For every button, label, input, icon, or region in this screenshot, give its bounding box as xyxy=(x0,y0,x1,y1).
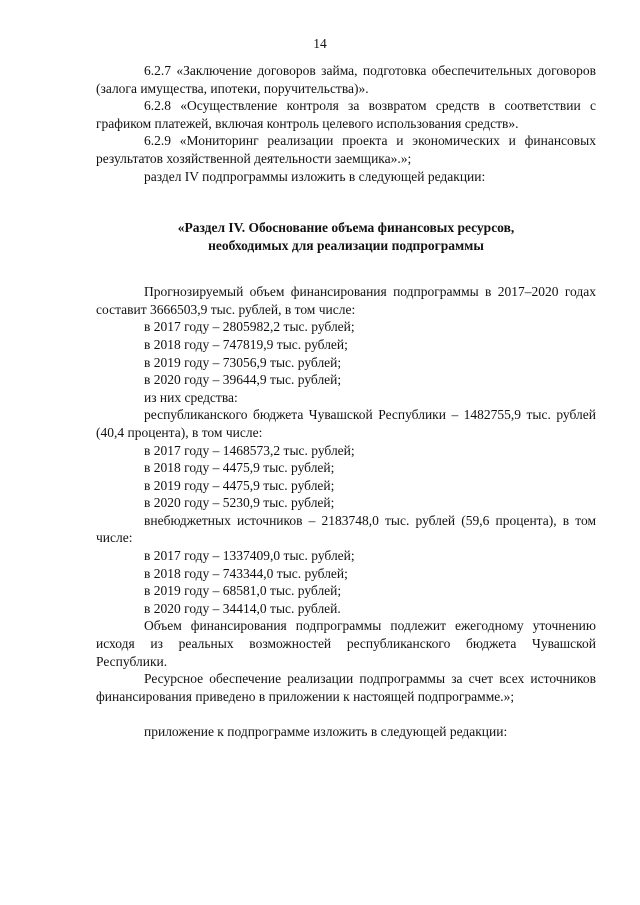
republic-year-2020: в 2020 году – 5230,9 тыс. рублей; xyxy=(144,495,335,511)
appendix-paragraph: приложение к подпрограмме изложить в следующей редакции: xyxy=(144,724,508,740)
section-heading xyxy=(96,219,596,255)
off-budget-year-2020: в 2020 году – 34414,0 тыс. рублей. xyxy=(144,600,341,616)
republic-budget-paragraph: республиканского бюджета Чувашской Республики – 1482755,9 тыс. рублей (40,4 процента), в том числе: xyxy=(96,407,596,440)
annual-adjustment-paragraph: Объем финансирования подпрограммы подлежит ежегодному уточнению исходя из реальных возможностей республиканского бюджета Чувашской Республики. xyxy=(96,618,596,669)
total-year-2019: в 2019 году – 73056,9 тыс. рублей; xyxy=(144,354,342,370)
republic-year-2018: в 2018 году – 4475,9 тыс. рублей; xyxy=(144,460,335,476)
off-budget-year-2018: в 2018 году – 743344,0 тыс. рублей; xyxy=(144,565,348,581)
page-number: 14 xyxy=(313,36,327,51)
total-year-2020: в 2020 году – 39644,9 тыс. рублей; xyxy=(144,372,342,388)
section-heading-line-1: «Раздел IV. Обоснование объема финансовых ресурсов, xyxy=(177,220,515,236)
paragraph-section-iv-intro: раздел IV подпрограммы изложить в следующей редакции: xyxy=(144,168,486,184)
republic-year-2017: в 2017 году – 1468573,2 тыс. рублей; xyxy=(144,442,355,458)
off-budget-paragraph: внебюджетных источников – 2183748,0 тыс. рублей (59,6 процента), в том числе: xyxy=(96,512,596,546)
off-budget-year-2017: в 2017 году – 1337409,0 тыс. рублей; xyxy=(144,548,355,564)
paragraph-6-2-8: 6.2.8 «Осуществление контроля за возвратом средств в соответствии с графиком платежей, включая контроль целевого использования средств». xyxy=(96,98,596,131)
section-heading-line-2: необходимых для реализации подпрограммы xyxy=(208,238,484,254)
total-financing-paragraph: Прогнозируемый объем финансирования подпрограммы в 2017–2020 годах составит 3666503,9 тыс. рублей, в том числе: xyxy=(96,284,596,317)
paragraph-6-2-7: 6.2.7 «Заключение договоров займа, подготовка обеспечительных договоров (залога имущества, ипотеки, поручительства)». xyxy=(96,63,596,96)
republic-year-2019: в 2019 году – 4475,9 тыс. рублей; xyxy=(144,477,335,493)
of-which-line: из них средства: xyxy=(144,389,238,405)
resource-provision-paragraph: Ресурсное обеспечение реализации подпрограммы за счет всех источников финансирования приведено в приложении к настоящей подпрограмме.»; xyxy=(96,671,596,704)
total-year-2018: в 2018 году – 747819,9 тыс. рублей; xyxy=(144,336,348,352)
paragraph-6-2-9: 6.2.9 «Мониторинг реализации проекта и экономических и финансовых результатов хозяйственной деятельности заемщика».»; xyxy=(96,133,596,166)
document-body xyxy=(96,62,596,741)
off-budget-year-2019: в 2019 году – 68581,0 тыс. рублей; xyxy=(144,583,342,599)
total-year-2017: в 2017 году – 2805982,2 тыс. рублей; xyxy=(144,319,355,335)
